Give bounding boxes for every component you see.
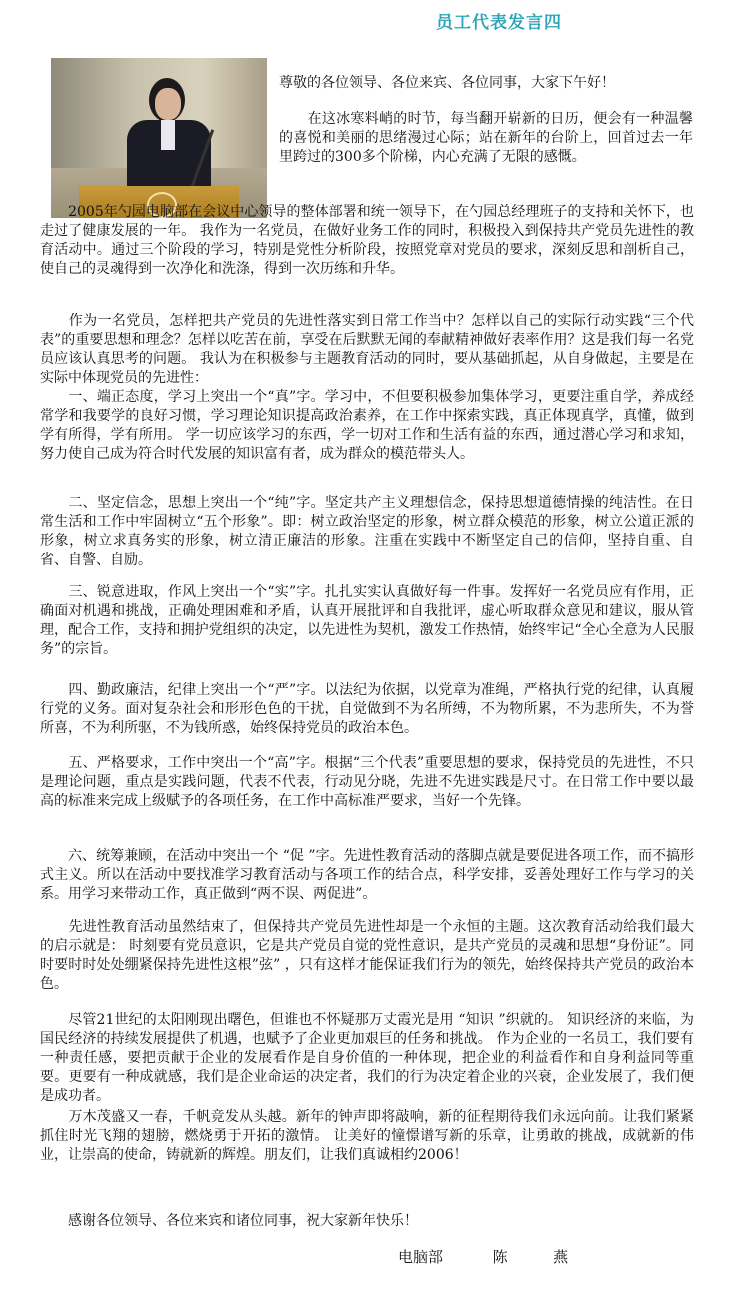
signature-department: 电脑部 <box>398 1248 444 1266</box>
page-title: 员工代表发言四 <box>436 13 562 33</box>
paragraph-5: 二、坚定信念，思想上突出一个“纯”字。坚定共产主义理想信念，保持思想道德情操的纯洁性。在日常生活和工作中牢固树立“五个形象”。即：树立政治坚定的形象，树立群众模范的形象，树立公道正派的形象，树立求真务实的形象，树立清正廉洁的形象。注重在实践中不断坚定自己的信仰，坚持自重、自省、自警、自励。 <box>40 495 694 568</box>
paragraph-1: 在这冰寒料峭的时节，每当翻开崭新的日历，便会有一种温馨的喜悦和美丽的思绪漫过心际；站在新年的台阶上，回首过去一年里跨过的300多个阶梯，内心充满了无限的感慨。 <box>279 111 693 165</box>
paragraph-3: 作为一名党员，怎样把共产党员的先进性落实到日常工作当中？怎样以自己的实际行动实践“三个代表”的重要思想和理念？怎样以吃苦在前，享受在后默默无闻的奉献精神做好表率作用？这是我们每一名党员应该认真思考的问题。 我认为在积极参与主题教育活动的同时，要从基础抓起，从自身做起，主要是在实际中体现党员的先进性： <box>40 313 694 386</box>
paragraph-2: 2005年勺园电脑部在会议中心领导的整体部署和统一领导下，在勺园总经理班子的支持和关怀下，也走过了健康发展的一年。 我作为一名党员，在做好业务工作的同时，积极投入到保持共产党员先进性的教育活动中。通过三个阶段的学习，特别是党性分析阶段，按照党章对党员的要求，深刻反思和剖析自己，使自己的灵魂得到一次净化和洗涤，得到一次历练和升华。 <box>40 204 694 277</box>
speaker-photo <box>51 58 267 218</box>
signature <box>398 1248 568 1267</box>
paragraph-8: 五、严格要求，工作中突出一个“高”字。根据“三个代表”重要思想的要求，保持党员的先进性，不只是理论问题，重点是实践问题，代表不代表，行动见分晓，先进不先进实践是尺寸。在日常工作中要以最高的标准来完成上级赋予的各项任务，在工作中高标准严要求，当好一个先锋。 <box>40 755 694 809</box>
closing-thanks: 感谢各位领导、各位来宾和诸位同事，祝大家新年快乐！ <box>40 1213 418 1229</box>
paragraph-12: 万木茂盛又一春，千帆竞发从头越。新年的钟声即将敲响，新的征程期待我们永远向前。让我们紧紧抓住时光飞翔的翅膀，燃烧勇于开拓的激情。 让美好的憧憬谱写新的乐章，让勇敢的挑战，成就新的伟业，让崇高的使命，铸就新的辉煌。朋友们，让我们真诚相约2006！ <box>40 1109 694 1163</box>
paragraph-7: 四、勤政廉洁，纪律上突出一个“严”字。以法纪为依据，以党章为准绳，严格执行党的纪律，认真履行党的义务。面对复杂社会和形形色色的干扰，自觉做到不为名所缚，不为物所累，不为悲所失，不为誉所喜，不为利所驱，不为钱所惑，始终保持党员的政治本色。 <box>40 682 694 736</box>
greeting: 尊敬的各位领导、各位来宾、各位同事，大家下午好！ <box>279 75 615 91</box>
paragraph-6: 三、锐意进取，作风上突出一个“实”字。扎扎实实认真做好每一件事。发挥好一名党员应有作用，正确面对机遇和挑战，正确处理困难和矛盾，认真开展批评和自我批评，虚心听取群众意见和建议，服从管理，配合工作，支持和拥护党组织的决定，以先进性为契机，激发工作热情，始终牢记“全心全意为人民服务”的宗旨。 <box>40 584 694 657</box>
signature-name-2: 燕 <box>553 1248 569 1266</box>
paragraph-9: 六、统筹兼顾，在活动中突出一个 “促 ”字。先进性教育活动的落脚点就是要促进各项工作，而不搞形式主义。所以在活动中要找准学习教育活动与各项工作的结合点，科学安排，妥善处理好工作与学习的关系。用学习来带动工作，真正做到“两不误、两促进”。 <box>40 848 694 902</box>
photo-shirt <box>161 120 175 150</box>
photo-face <box>155 88 181 120</box>
paragraph-10: 先进性教育活动虽然结束了，但保持共产党员先进性却是一个永恒的主题。这次教育活动给我们最大的启示就是： 时刻要有党员意识，它是共产党员自觉的党性意识，是共产党员的灵魂和思想“身份证”。同时要时时处处绷紧保持先进性这根”弦” ，只有这样才能保证我们行为的领先，始终保持共产党员的政治本色。 <box>40 919 694 992</box>
paragraph-11: 尽管21世纪的太阳刚现出曙色，但谁也不怀疑那万丈霞光是用 “知识 ”织就的。 知识经济的来临，为国民经济的持续发展提供了机遇，也赋予了企业更加艰巨的任务和挑战。 作为企业的一名员工，我们要有一种责任感，要把贡献于企业的发展看作是自身价值的一种体现，把企业的利益看作和自身利益同等重要。更要有一种成就感，我们是企业命运的决定者，我们的行为决定着企业的兴衰，企业发展了，我们便是成功者。 <box>40 1012 694 1104</box>
signature-name-1: 陈 <box>492 1248 508 1266</box>
paragraph-4: 一、端正态度，学习上突出一个“真”字。学习中，不但要积极参加集体学习，更要注重自学，养成经常学和我要学的良好习惯，学习理论知识提高政治素养，在工作中探索实践，真正体现真学，真懂，做到学有所得，学有所用。 学一切应该学习的东西，学一切对工作和生活有益的东西，通过潜心学习和求知，努力使自己成为符合时代发展的知识富有者，成为群众的模范带头人。 <box>40 389 694 462</box>
